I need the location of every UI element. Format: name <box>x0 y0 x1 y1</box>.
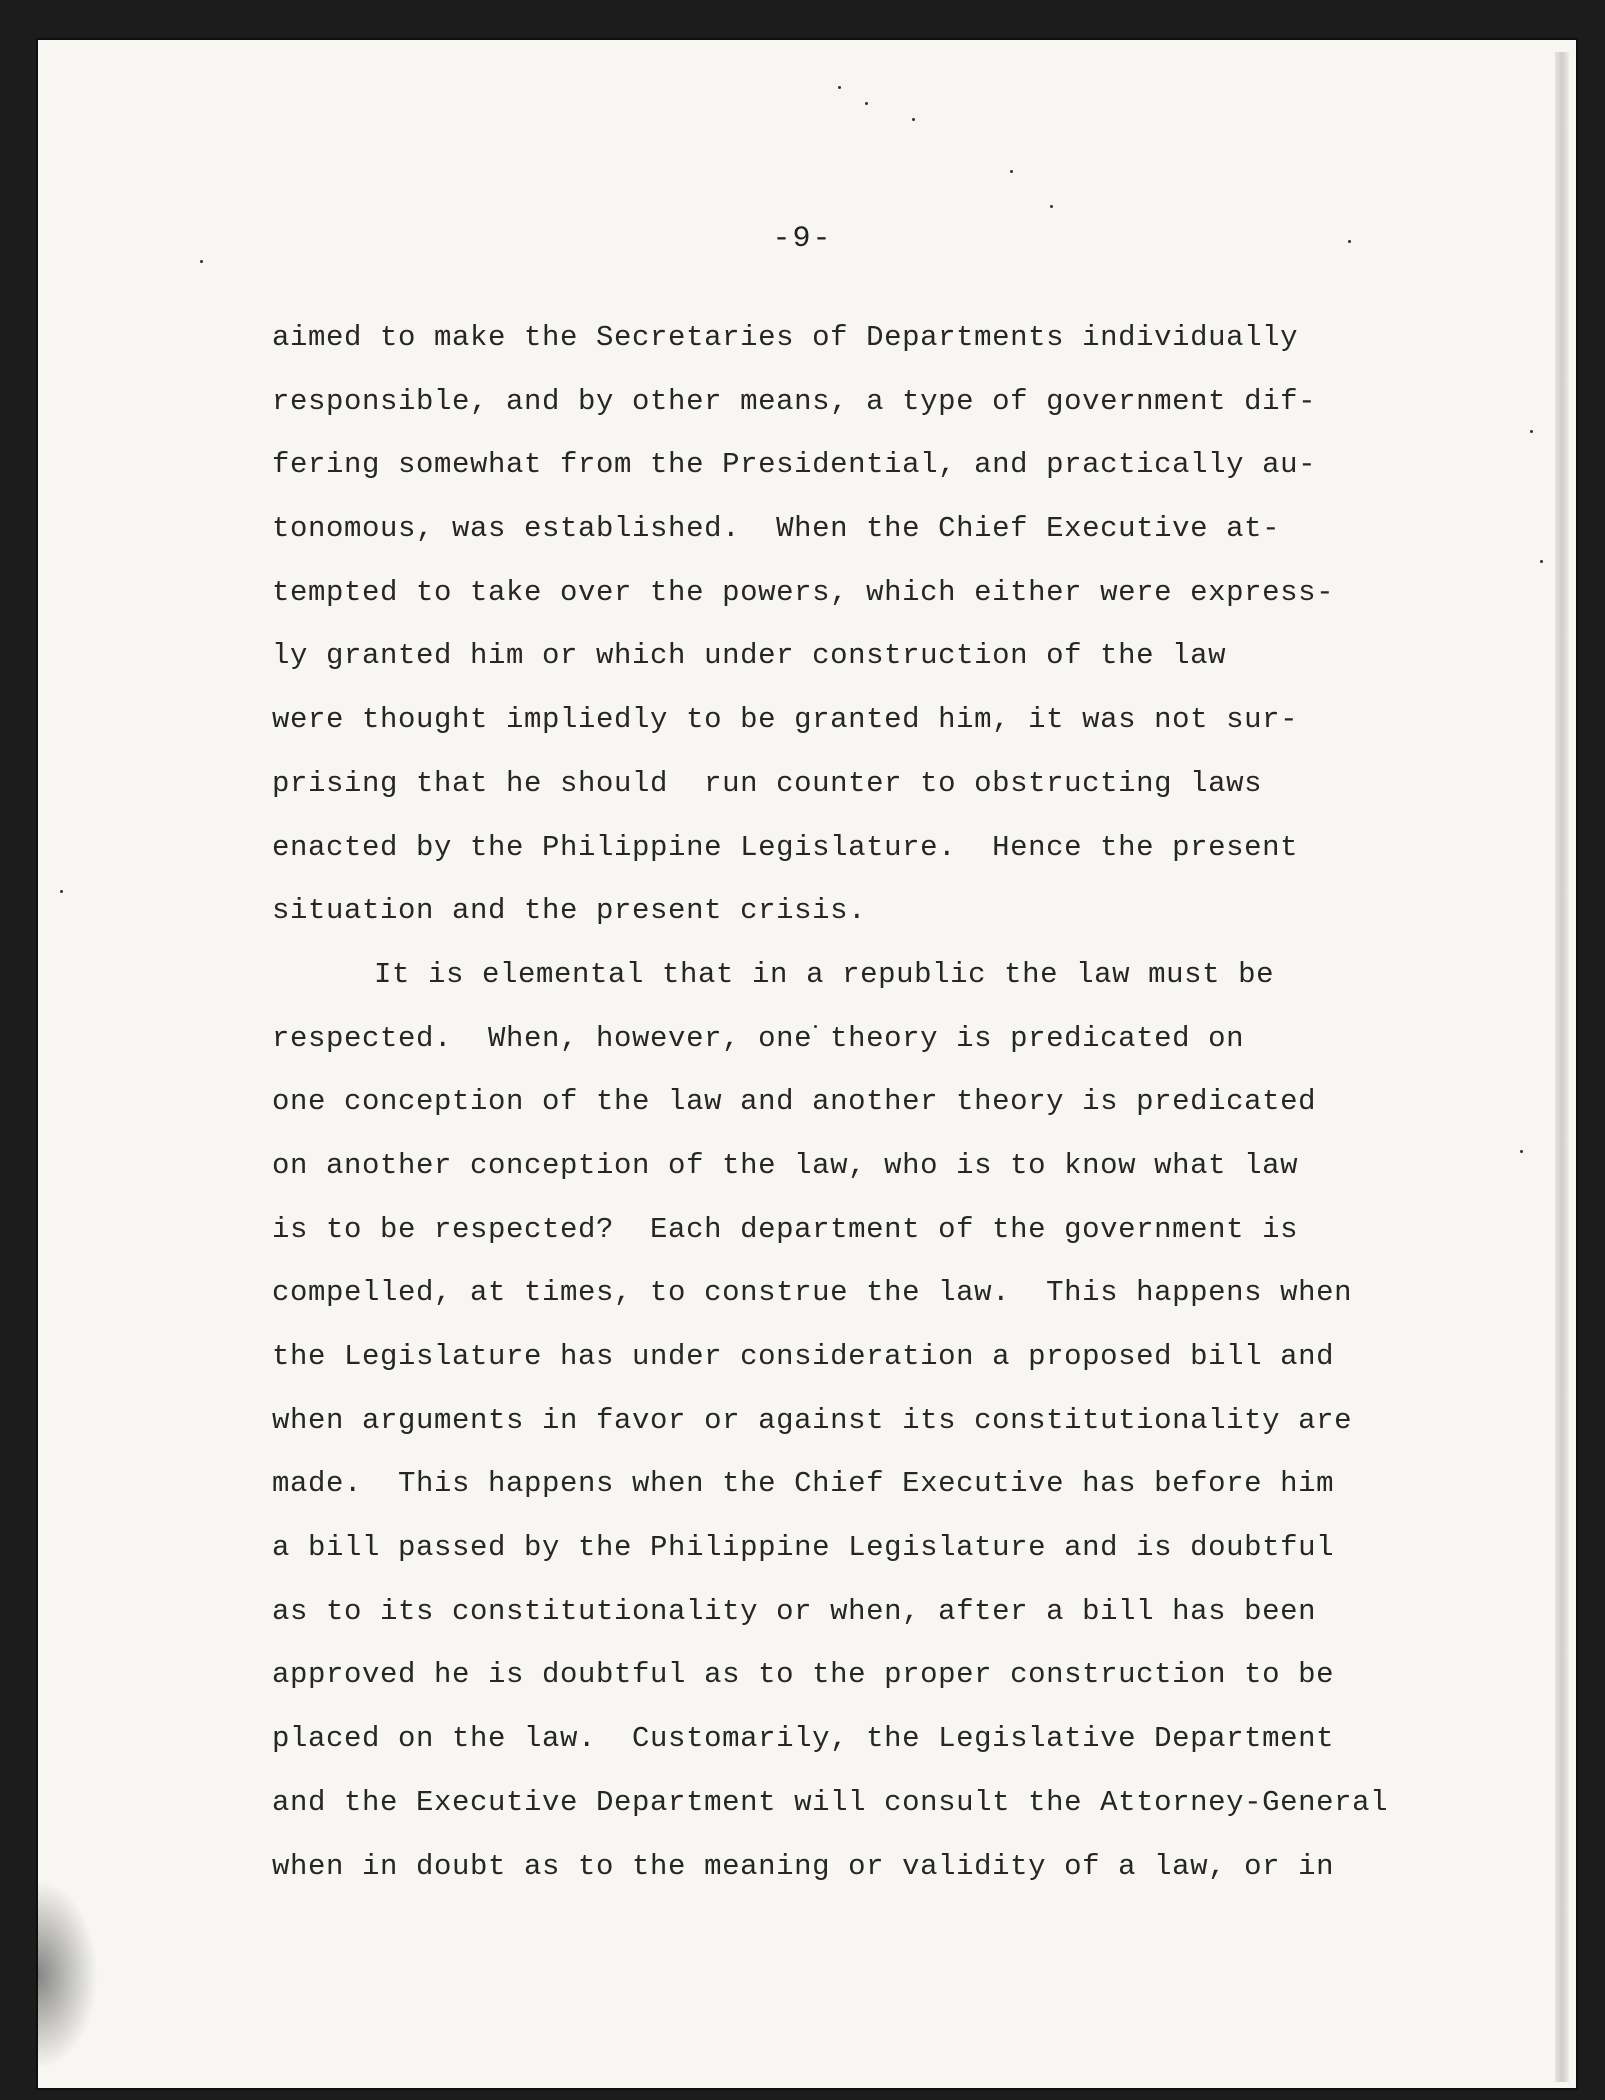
text-line: were thought impliedly to be granted him, it was not sur- <box>272 703 1299 737</box>
text-line: on another conception of the law, who is to know what law <box>272 1148 1299 1182</box>
text-line: as to its constitutionality or when, after a bill has been <box>272 1594 1317 1628</box>
text-line: is to be respected? Each department of the government is <box>272 1212 1299 1246</box>
scan-speck <box>1050 205 1053 208</box>
text-line: fering somewhat from the Presidential, and practically au- <box>272 448 1317 482</box>
scan-speck <box>1530 430 1533 433</box>
text-line: tempted to take over the powers, which either were express- <box>272 575 1335 609</box>
text-line: one conception of the law and another theory is predicated <box>272 1085 1317 1119</box>
scan-speck <box>200 260 203 263</box>
text-line: when in doubt as to the meaning or validity of a law, or in <box>272 1849 1335 1883</box>
text-line: placed on the law. Customarily, the Legislative Department <box>272 1722 1335 1756</box>
text-line: approved he is doubtful as to the proper construction to be <box>272 1658 1335 1692</box>
body-text <box>272 306 1462 1898</box>
paragraph-start-line: It is elemental that in a republic the law must be <box>374 957 1275 991</box>
text-line: and the Executive Department will consult the Attorney-General <box>272 1785 1389 1819</box>
text-line: prising that he should run counter to obstructing laws <box>272 766 1263 800</box>
text-line: when arguments in favor or against its constitutionality are <box>272 1403 1353 1437</box>
text-line: ly granted him or which under construction of the law <box>272 639 1227 673</box>
text-line: situation and the present crisis. <box>272 894 867 928</box>
text-line: made. This happens when the Chief Executive has before him <box>272 1467 1335 1501</box>
page-edge <box>1555 52 1569 2082</box>
scan-speck <box>1520 1150 1523 1153</box>
scan-speck <box>1010 170 1013 173</box>
text-line: a bill passed by the Philippine Legislature and is doubtful <box>272 1531 1335 1565</box>
text-line: respected. When, however, one theory is predicated on <box>272 1021 1245 1055</box>
text-line: enacted by the Philippine Legislature. Hence the present <box>272 830 1299 864</box>
scan-speck <box>1540 560 1543 563</box>
scan-speck <box>60 890 63 893</box>
scan-smudge <box>38 1880 98 2070</box>
text-line: tonomous, was established. When the Chief Executive at- <box>272 512 1281 546</box>
scan-speck <box>838 86 841 89</box>
page-number: -9- <box>772 222 833 256</box>
text-line: aimed to make the Secretaries of Departments individually <box>272 321 1299 354</box>
scan-speck <box>912 118 915 121</box>
text-line: the Legislature has under consideration a proposed bill and <box>272 1340 1335 1373</box>
text-line: compelled, at times, to construe the law. This happens when <box>272 1276 1353 1310</box>
text-line: responsible, and by other means, a type of government dif- <box>272 384 1317 418</box>
scan-speck <box>865 102 868 105</box>
